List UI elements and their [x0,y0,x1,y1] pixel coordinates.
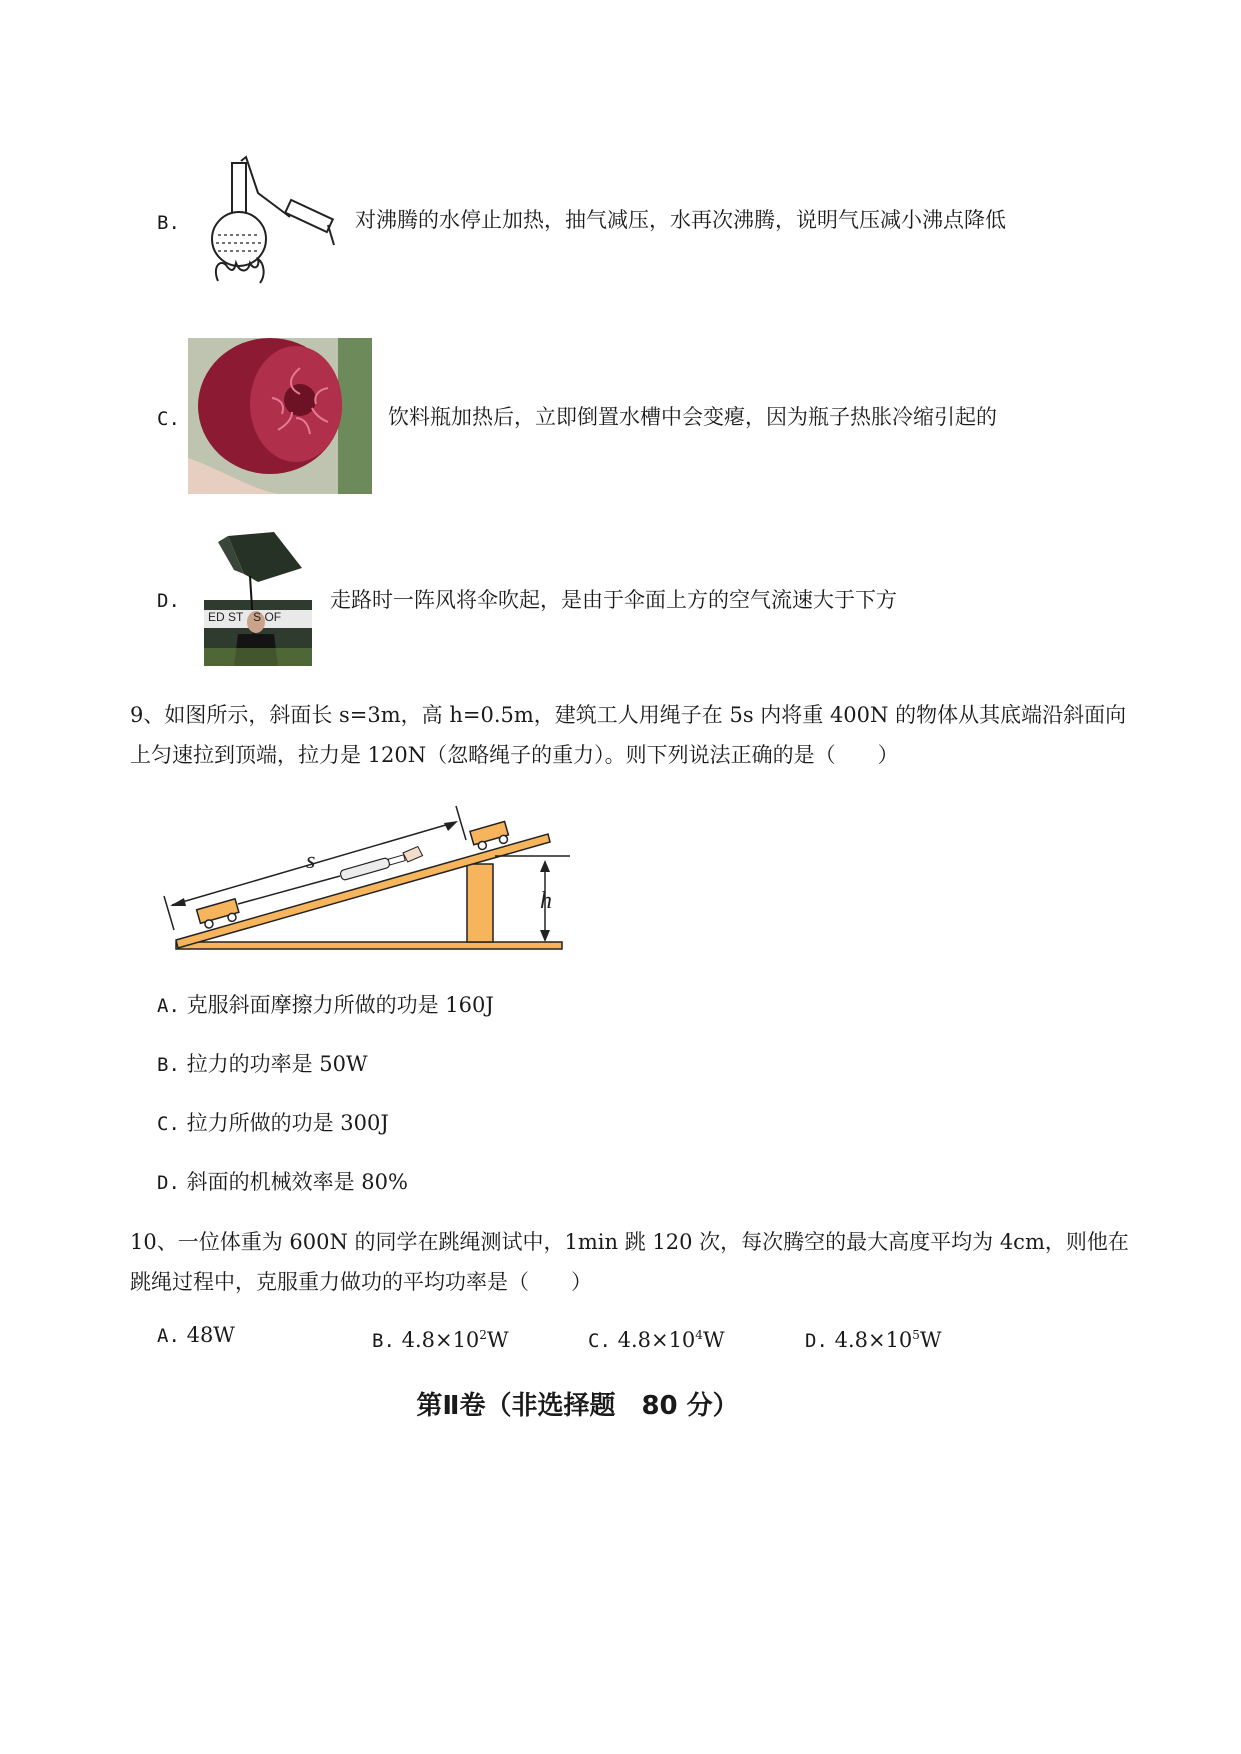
incline-label-h: h [540,888,552,914]
incline-label-s: s [306,848,316,874]
q9-option-d: D. 斜面的机械效率是 80% [157,1170,408,1194]
q9-option-b-text: 拉力的功率是 50W [186,1052,368,1076]
q10-option-a-text: 48W [186,1323,235,1347]
option-b-label: B. [157,212,180,234]
q9-option-a: A. 克服斜面摩擦力所做的功是 160J [157,993,494,1017]
option-d-text: 走路时一阵风将伞吹起，是由于伞面上方的空气流速大于下方 [330,588,897,612]
question-9-line2: 上匀速拉到顶端，拉力是 120N（忽略绳子的重力）。则下列说法正确的是（ ） [130,743,899,767]
option-d-label: D. [157,590,180,612]
q10-option-c: C. $4.8\times 10^4W$ [588,1328,725,1352]
question-9-line1: 9、如图所示，斜面长 s=3m，高 h=0.5m，建筑工人用绳子在 5s 内将重 400N 的物体从其底端沿斜面向 [130,703,1127,727]
q9-option-d-text: 斜面的机械效率是 80% [186,1170,408,1194]
q10-option-d: D. $4.8\times 10^5W$ [805,1328,942,1352]
question-10-line1: 10、一位体重为 600N 的同学在跳绳测试中，1min 跳 120 次，每次腾空的最大高度平均为 4cm，则他在 [130,1230,1129,1254]
q9-option-b: B. 拉力的功率是 50W [157,1052,368,1076]
q10-option-a: A. 48W [157,1323,235,1347]
question-9-options [157,990,494,1226]
question-9-stem [130,695,1126,775]
q9-option-a-text: 克服斜面摩擦力所做的功是 160J [186,993,494,1017]
option-c-label: C. [157,408,180,430]
flask-syringe-figure [200,155,340,295]
umbrella-photo-caption: ED ST S OF [208,610,282,624]
umbrella-photo [188,530,312,666]
incline-figure [160,800,580,960]
question-10-stem [130,1222,1129,1302]
option-b-text: 对沸腾的水停止加热，抽气减压，水再次沸腾，说明气压减小沸点降低 [355,208,1006,232]
q10-option-b: B. $4.8\times 10^2W$ [372,1328,509,1352]
q9-option-c-text: 拉力所做的功是 300J [186,1111,389,1135]
section-2-heading: 第Ⅱ卷（非选择题 80 分） [416,1391,739,1421]
bottle-photo [188,338,372,494]
question-10-line2: 跳绳过程中，克服重力做功的平均功率是（ ） [130,1270,592,1294]
option-c-text: 饮料瓶加热后，立即倒置水槽中会变瘪，因为瓶子热胀冷缩引起的 [388,405,997,429]
q9-option-c: C. 拉力所做的功是 300J [157,1111,389,1135]
